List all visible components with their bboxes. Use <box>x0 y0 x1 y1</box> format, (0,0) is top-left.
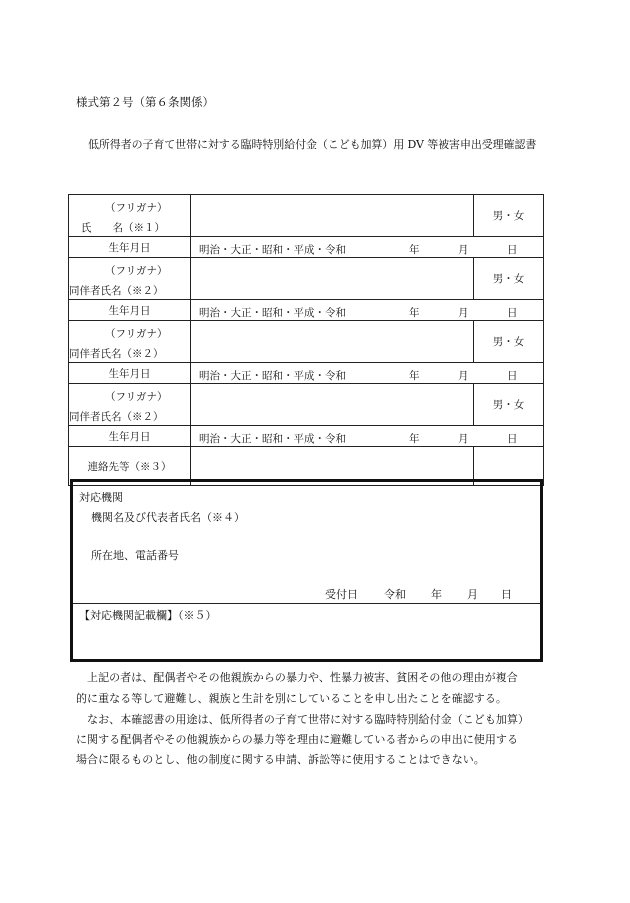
furigana-label: （フリガナ） <box>105 202 168 214</box>
birthdate-label: 生年月日 <box>69 237 191 258</box>
month-label: 月 <box>458 307 469 319</box>
era-options: 明治・大正・昭和・平成・令和 <box>199 244 346 256</box>
year-label: 年 <box>409 244 420 256</box>
received-month-label: 月 <box>467 588 478 601</box>
gender-label: 男・女 <box>492 336 525 348</box>
gender-label: 男・女 <box>492 399 525 411</box>
companion-name-label-cell <box>69 384 191 426</box>
document-title: 低所得者の子育て世帯に対する臨時特別給付金（こども加算）用 DV 等被害申出受理確認書 <box>88 138 537 151</box>
usage-paragraph-line: なお、本確認書の用途は、低所得者の子育て世帯に対する臨時特別給付金（こども加算） <box>76 713 530 726</box>
gender-field[interactable] <box>474 195 544 237</box>
birthdate-label: 生年月日 <box>69 426 191 447</box>
received-year-label: 年 <box>431 588 442 601</box>
gender-field[interactable] <box>474 321 544 363</box>
companion-name-row <box>69 258 544 300</box>
companion-name-label: 同伴者氏名（※２） <box>69 285 164 297</box>
gender-field[interactable] <box>474 384 544 426</box>
companion-name-field[interactable] <box>191 321 474 363</box>
year-label: 年 <box>409 433 420 445</box>
day-label: 日 <box>507 433 518 445</box>
birthdate-field[interactable] <box>191 300 544 321</box>
usage-paragraph-line: 場合に限るものとし、他の制度に関する申請、訴訟等に使用することはできない。 <box>76 753 485 766</box>
applicant-name-field[interactable] <box>191 195 474 237</box>
companion-name-row <box>69 384 544 426</box>
year-label: 年 <box>409 307 420 319</box>
birthdate-field[interactable] <box>191 237 544 258</box>
applicant-table <box>68 194 544 486</box>
agency-name-label: 機関名及び代表者氏名（※４） <box>91 511 245 524</box>
applicant-name-label: 氏 名（※１） <box>81 222 165 234</box>
month-label: 月 <box>458 244 469 256</box>
received-day-label: 日 <box>501 588 512 601</box>
birthdate-row <box>69 426 544 447</box>
companion-name-label-cell <box>69 321 191 363</box>
birthdate-field[interactable] <box>191 363 544 384</box>
confirmation-paragraph-line: 上記の者は、配偶者やその他親族からの暴力や、性暴力被害、貧困その他の理由が複合 <box>76 671 518 684</box>
birthdate-label: 生年月日 <box>69 300 191 321</box>
companion-name-row <box>69 321 544 363</box>
companion-name-field[interactable] <box>191 258 474 300</box>
birthdate-row <box>69 300 544 321</box>
applicant-name-row <box>69 195 544 237</box>
companion-name-field[interactable] <box>191 384 474 426</box>
era-options: 明治・大正・昭和・平成・令和 <box>199 433 346 445</box>
companion-name-label: 同伴者氏名（※２） <box>69 411 164 423</box>
agency-notes-label: 【対応機関記載欄】（※５） <box>79 609 217 622</box>
usage-paragraph-line: に関する配偶者やその他親族からの暴力等を理由に避難している者からの申出に使用する <box>76 733 518 746</box>
day-label: 日 <box>507 370 518 382</box>
agency-address-label: 所在地、電話番号 <box>91 549 179 562</box>
day-label: 日 <box>507 307 518 319</box>
applicant-name-label-cell <box>69 195 191 237</box>
gender-field[interactable] <box>474 258 544 300</box>
year-label: 年 <box>409 370 420 382</box>
received-date-label: 受付日 <box>325 588 358 601</box>
era-options: 明治・大正・昭和・平成・令和 <box>199 307 346 319</box>
birthdate-label: 生年月日 <box>69 363 191 384</box>
received-era: 令和 <box>384 588 406 601</box>
birthdate-field[interactable] <box>191 426 544 447</box>
furigana-label: （フリガナ） <box>105 328 168 340</box>
agency-box <box>70 479 543 662</box>
agency-section-label: 対応機関 <box>79 491 123 504</box>
gender-label: 男・女 <box>492 273 525 285</box>
form-number: 様式第２号（第６条関係） <box>76 95 214 109</box>
day-label: 日 <box>507 244 518 256</box>
companion-name-label: 同伴者氏名（※２） <box>69 348 164 360</box>
contact-label: 連絡先等（※３） <box>69 447 191 486</box>
gender-label: 男・女 <box>492 210 525 222</box>
furigana-label: （フリガナ） <box>105 391 168 403</box>
era-options: 明治・大正・昭和・平成・令和 <box>199 370 346 382</box>
agency-divider <box>73 603 540 604</box>
birthdate-row <box>69 363 544 384</box>
companion-name-label-cell <box>69 258 191 300</box>
month-label: 月 <box>458 370 469 382</box>
birthdate-row <box>69 237 544 258</box>
confirmation-paragraph-line: 的に重なる等して避難し、親族と生計を別にしていることを申し出たことを確認する。 <box>76 692 507 705</box>
month-label: 月 <box>458 433 469 445</box>
furigana-label: （フリガナ） <box>105 265 168 277</box>
